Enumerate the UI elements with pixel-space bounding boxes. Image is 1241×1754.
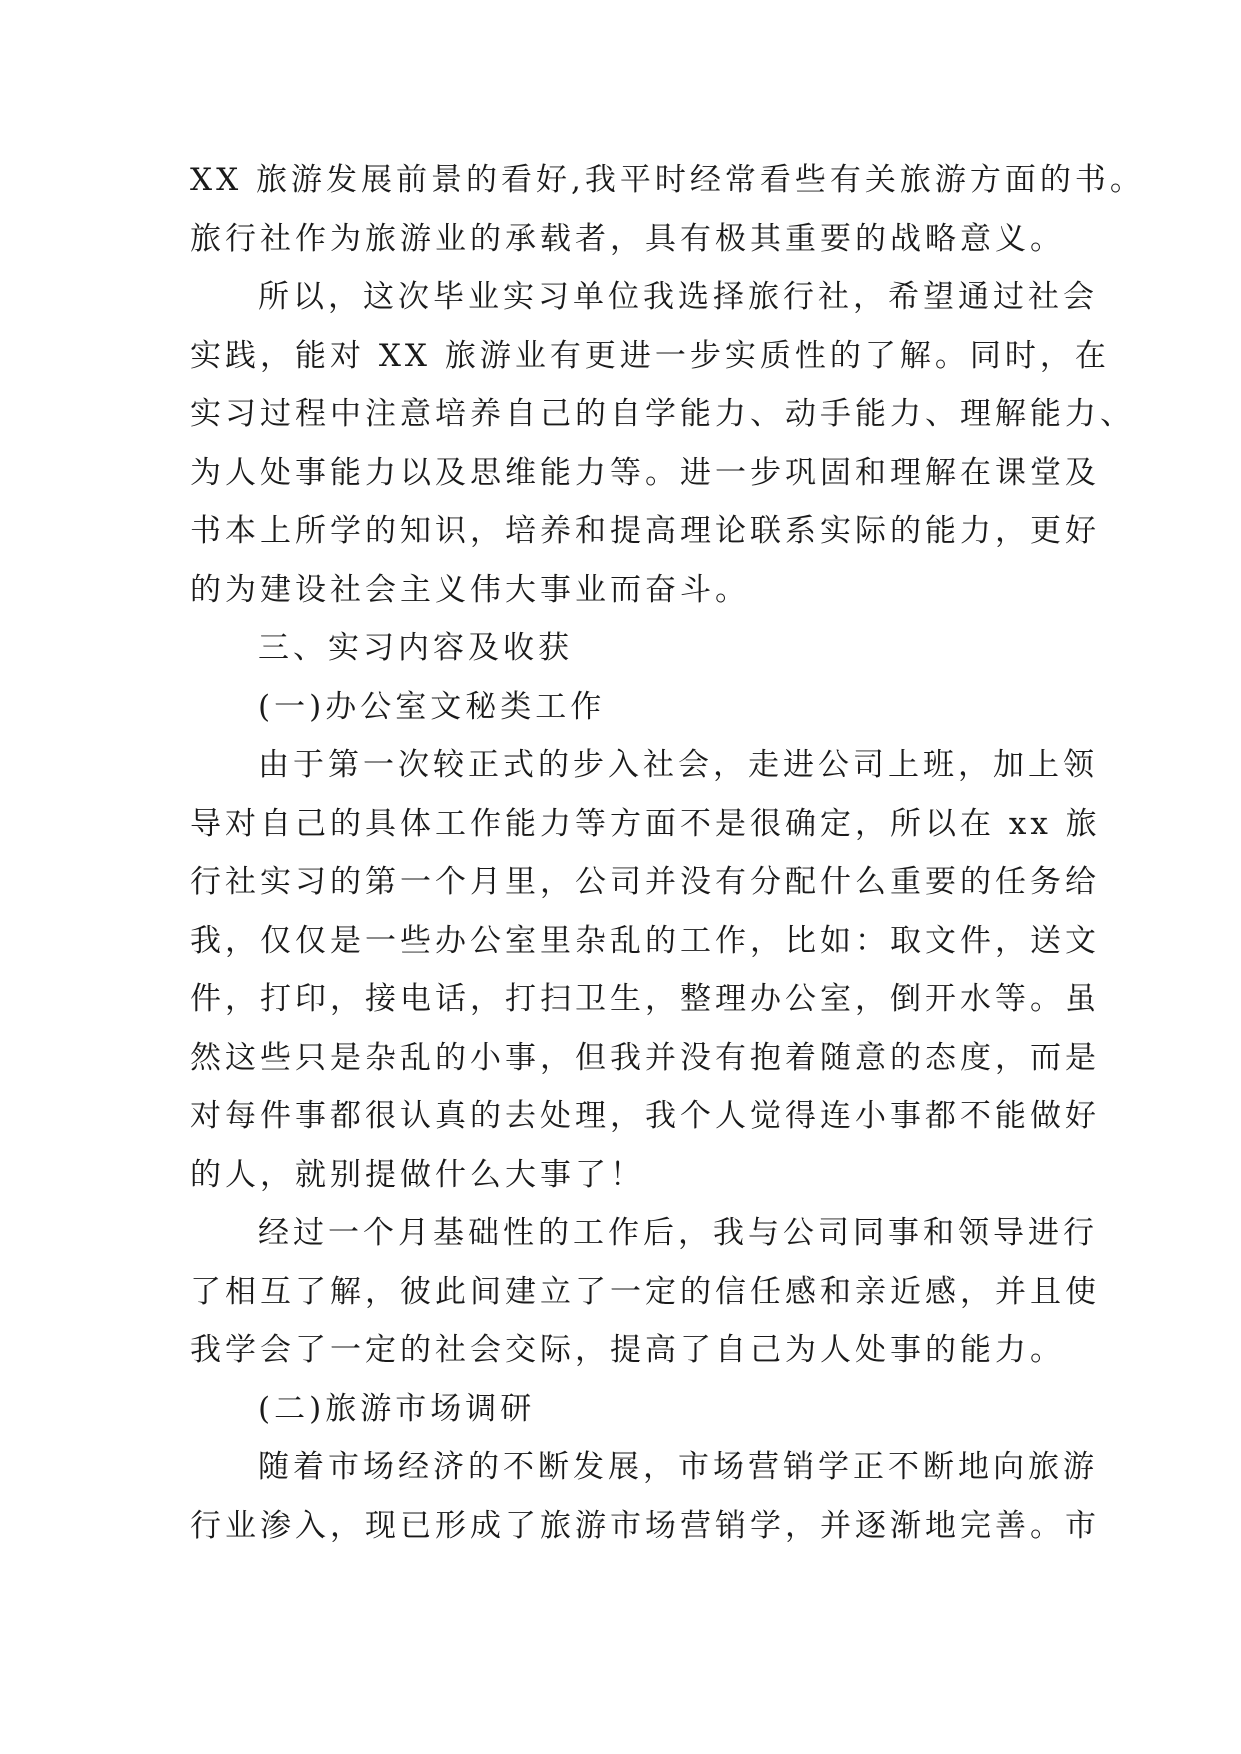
text-line: 为人处事能力以及思维能力等。进一步巩固和理解在课堂及	[190, 455, 1100, 491]
text-line: 的人，就别提做什么大事了！	[190, 1157, 645, 1193]
text-line: 然这些只是杂乱的小事，但我并没有抱着随意的态度，而是	[190, 1040, 1100, 1076]
text-line: 书本上所学的知识，培养和提高理论联系实际的能力，更好	[190, 513, 1100, 549]
text-line: 对每件事都很认真的去处理，我个人觉得连小事都不能做好	[190, 1098, 1100, 1134]
text-line: XX 旅游发展前景的看好,我平时经常看些有关旅游方面的书。	[190, 162, 1145, 198]
text-line: 件，打印，接电话，打扫卫生，整理办公室，倒开水等。虽	[190, 981, 1100, 1017]
text-line: 实践，能对 XX 旅游业有更进一步实质性的了解。同时，在	[190, 338, 1110, 374]
text-line: 实习过程中注意培养自己的自学能力、动手能力、理解能力、	[190, 396, 1135, 432]
text-line: 了相互了解，彼此间建立了一定的信任感和亲近感，并且使	[190, 1274, 1100, 1310]
text-line: 的为建设社会主义伟大事业而奋斗。	[190, 572, 750, 608]
text-line: 随着市场经济的不断发展，市场营销学正不断地向旅游	[258, 1449, 1098, 1485]
text-line: 由于第一次较正式的步入社会，走进公司上班，加上领	[258, 747, 1098, 783]
text-line: 我学会了一定的社会交际，提高了自己为人处事的能力。	[190, 1332, 1065, 1368]
text-line: 行社实习的第一个月里，公司并没有分配什么重要的任务给	[190, 864, 1100, 900]
subsection-heading: (一)办公室文秘类工作	[258, 689, 606, 725]
section-heading: 三、实习内容及收获	[258, 630, 573, 666]
text-line: 我，仅仅是一些办公室里杂乱的工作，比如：取文件，送文	[190, 923, 1100, 959]
text-line: 经过一个月基础性的工作后，我与公司同事和领导进行	[258, 1215, 1098, 1251]
text-line: 行业渗入，现已形成了旅游市场营销学，并逐渐地完善。市	[190, 1508, 1100, 1544]
text-line: 所以，这次毕业实习单位我选择旅行社，希望通过社会	[258, 279, 1098, 315]
text-line: 旅行社作为旅游业的承载者，具有极其重要的战略意义。	[190, 221, 1065, 257]
text-line: 导对自己的具体工作能力等方面不是很确定，所以在 xx 旅	[190, 806, 1101, 842]
subsection-heading: (二)旅游市场调研	[258, 1391, 536, 1427]
